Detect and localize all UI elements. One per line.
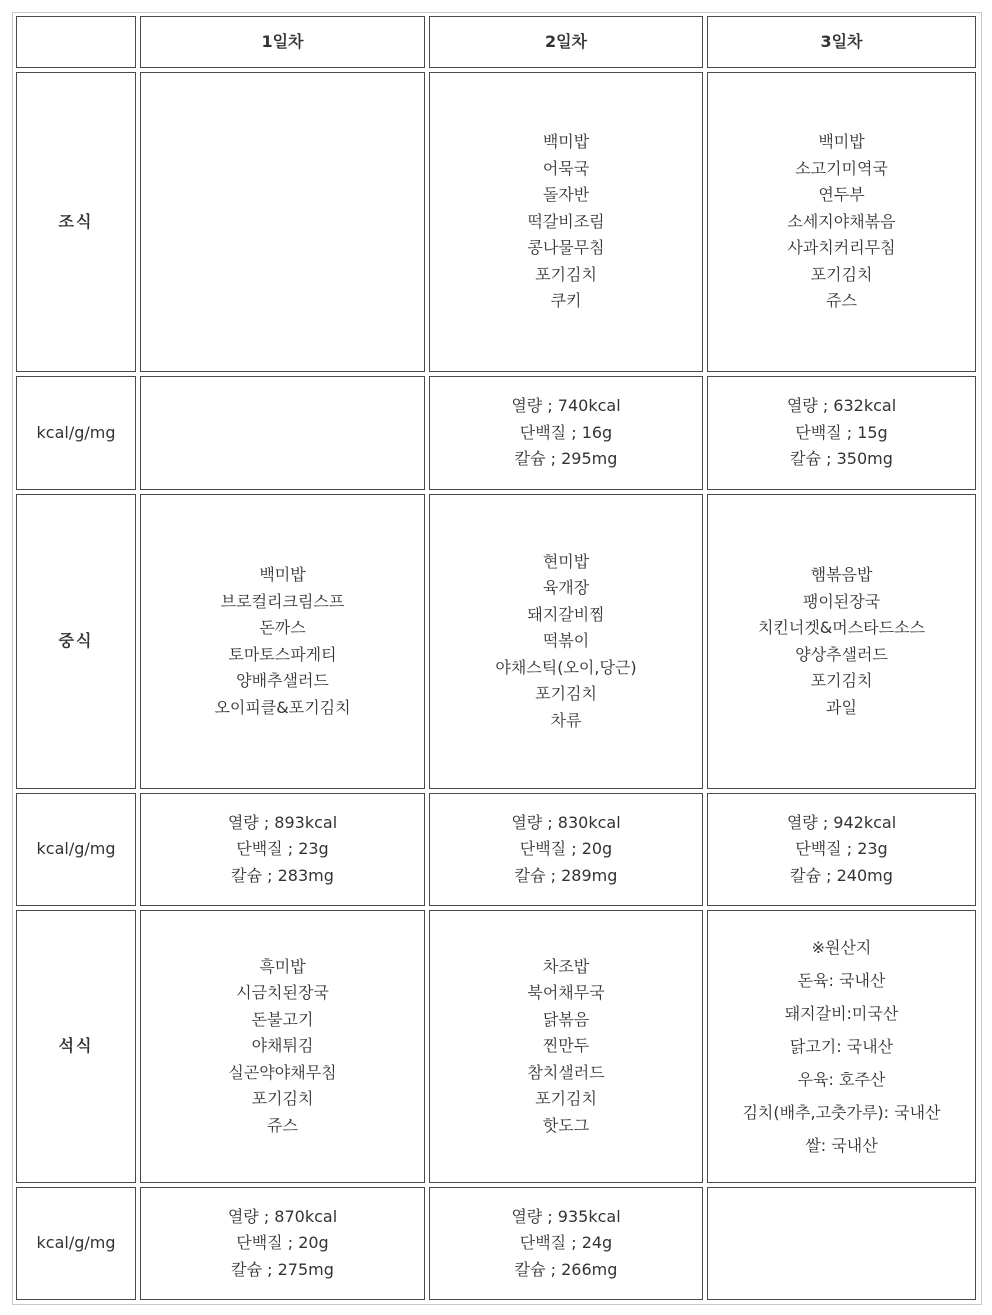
nutrition-cell: [429, 376, 703, 490]
cell-line: 야채튀김: [251, 1036, 314, 1056]
cell-line: 돌자반: [542, 185, 590, 205]
menu-cell: [140, 72, 425, 372]
dinner-row: [16, 910, 976, 1183]
cell-line: 단백질 ; 23g: [236, 839, 329, 859]
cell-line: 쿠키: [550, 291, 582, 311]
cell-line: 흑미밥: [259, 956, 306, 976]
cell-line: 콩나물무침: [527, 238, 605, 258]
day-header: 2일차: [429, 16, 703, 68]
cell-line: 포기김치: [251, 1089, 314, 1109]
cell-line: 북어채무국: [527, 983, 605, 1003]
cell-line: 백미밥: [818, 132, 865, 152]
nutrition-cell: [429, 793, 703, 906]
nutrition-cell: [140, 376, 425, 490]
meal-label-lunch: 중식: [16, 494, 136, 789]
cell-line: 오이피클&포기김치: [214, 697, 351, 717]
cell-line: 포기김치: [535, 264, 597, 284]
nutrition-cell: [707, 1187, 976, 1300]
cell-line: 돼지갈비:미국산: [780, 998, 904, 1030]
cell-line: 햄볶음밥: [810, 565, 873, 584]
cell-line: 열량 ; 740kcal: [511, 396, 621, 416]
cell-line: 쥬스: [267, 1115, 298, 1135]
day-header: 3일차: [707, 16, 976, 68]
meal-label-dinner: 석식: [16, 910, 136, 1183]
meal-label-breakfast: 조식: [16, 72, 136, 372]
cell-line: 단백질 ; 20g: [519, 839, 613, 859]
cell-line: 현미밥: [542, 551, 590, 571]
cell-line: 토마토스파게티: [228, 644, 337, 664]
nutrition-unit-label: kcal/g/mg: [16, 793, 136, 906]
cell-line: 돈육: 국내산: [793, 965, 891, 997]
cell-line: 브로컬리크림스프: [220, 591, 345, 611]
cell-line: 열량 ; 830kcal: [511, 812, 621, 832]
cell-line: 돈불고기: [251, 1009, 314, 1029]
day-header: 1일차: [140, 16, 425, 68]
cell-line: 핫도그: [542, 1115, 590, 1135]
menu-cell: [429, 494, 703, 789]
cell-line: 치킨너겟&머스타드소스: [757, 618, 926, 637]
cell-line: 칼슘 ; 283mg: [231, 865, 334, 885]
cell-line: 단백질 ; 15g: [795, 422, 888, 442]
cell-line: 연두부: [818, 185, 865, 205]
cell-line: 돈까스: [259, 618, 306, 637]
cell-line: 포기김치: [535, 1089, 597, 1109]
cell-line: 소고기미역국: [795, 158, 888, 178]
cell-line: 떡갈비조림: [527, 211, 605, 231]
cell-line: 단백질 ; 24g: [519, 1233, 613, 1253]
cell-line: 칼슘 ; 240mg: [790, 865, 893, 885]
cell-line: 실곤약야채무침: [228, 1062, 337, 1082]
menu-cell: [707, 494, 976, 789]
menu-cell: [429, 910, 703, 1183]
lunch-nutrition-row: [16, 793, 976, 906]
cell-line: 어묵국: [542, 158, 590, 178]
nutrition-unit-label: kcal/g/mg: [16, 376, 136, 490]
cell-line: 칼슘 ; 266mg: [514, 1259, 618, 1279]
cell-line: 육개장: [542, 578, 590, 598]
nutrition-cell: [140, 1187, 425, 1300]
cell-line: 양배추샐러드: [236, 671, 329, 690]
breakfast-row: [16, 72, 976, 372]
corner-cell: [16, 16, 136, 68]
cell-line: 열량 ; 942kcal: [786, 812, 897, 832]
cell-line: 떡볶이: [542, 631, 590, 651]
cell-line: 백미밥: [542, 132, 590, 152]
cell-line: 쥬스: [826, 291, 857, 311]
cell-line: 야채스틱(오이,당근): [495, 657, 637, 677]
breakfast-nutrition-row: [16, 376, 976, 490]
cell-line: 열량 ; 632kcal: [786, 396, 897, 416]
cell-line: 사과치커리무침: [787, 238, 896, 258]
nutrition-cell: [707, 376, 976, 490]
cell-line: 단백질 ; 23g: [795, 839, 888, 859]
cell-line: 소세지야채볶음: [787, 211, 896, 231]
cell-line: 닭고기: 국내산: [785, 1031, 898, 1063]
cell-line: 칼슘 ; 289mg: [514, 865, 618, 885]
cell-line: 팽이된장국: [802, 591, 881, 611]
nutrition-cell: [140, 793, 425, 906]
cell-line: 찐만두: [542, 1036, 590, 1056]
cell-line: 백미밥: [259, 565, 306, 584]
menu-cell: [140, 494, 425, 789]
cell-line: 시금치된장국: [236, 983, 329, 1003]
cell-line: 포기김치: [810, 264, 873, 284]
cell-line: 차조밥: [542, 956, 590, 976]
cell-line: 닭볶음: [542, 1009, 590, 1029]
cell-line: 포기김치: [810, 671, 873, 690]
cell-line: 우육: 호주산: [793, 1064, 891, 1096]
cell-line: 열량 ; 870kcal: [227, 1206, 338, 1226]
cell-line: 차류: [550, 710, 582, 730]
nutrition-cell: [429, 1187, 703, 1300]
nutrition-unit-label: kcal/g/mg: [16, 1187, 136, 1300]
cell-line: 쌀: 국내산: [800, 1130, 882, 1162]
meal-plan-table: [12, 12, 980, 1304]
cell-line: 칼슘 ; 295mg: [514, 449, 618, 469]
cell-line: 단백질 ; 16g: [519, 422, 613, 442]
cell-line: 돼지갈비찜: [527, 604, 605, 624]
menu-cell: [140, 910, 425, 1183]
cell-line: 단백질 ; 20g: [236, 1233, 329, 1253]
cell-line: 양상추샐러드: [795, 644, 888, 664]
menu-cell: [429, 72, 703, 372]
cell-line: ※원산지: [807, 932, 877, 964]
cell-line: 참치샐러드: [527, 1062, 605, 1082]
dinner-nutrition-row: [16, 1187, 976, 1300]
cell-line: 칼슘 ; 275mg: [231, 1259, 334, 1279]
origin-info-cell: [707, 910, 976, 1183]
nutrition-cell: [707, 793, 976, 906]
lunch-row: [16, 494, 976, 789]
header-row: [16, 16, 976, 68]
cell-line: 칼슘 ; 350mg: [790, 449, 893, 469]
cell-line: 포기김치: [535, 684, 597, 704]
menu-cell: [707, 72, 976, 372]
cell-line: 열량 ; 935kcal: [511, 1206, 621, 1226]
cell-line: 열량 ; 893kcal: [227, 812, 338, 832]
cell-line: 과일: [826, 697, 857, 717]
cell-line: 김치(배추,고춧가루): 국내산: [737, 1097, 945, 1129]
